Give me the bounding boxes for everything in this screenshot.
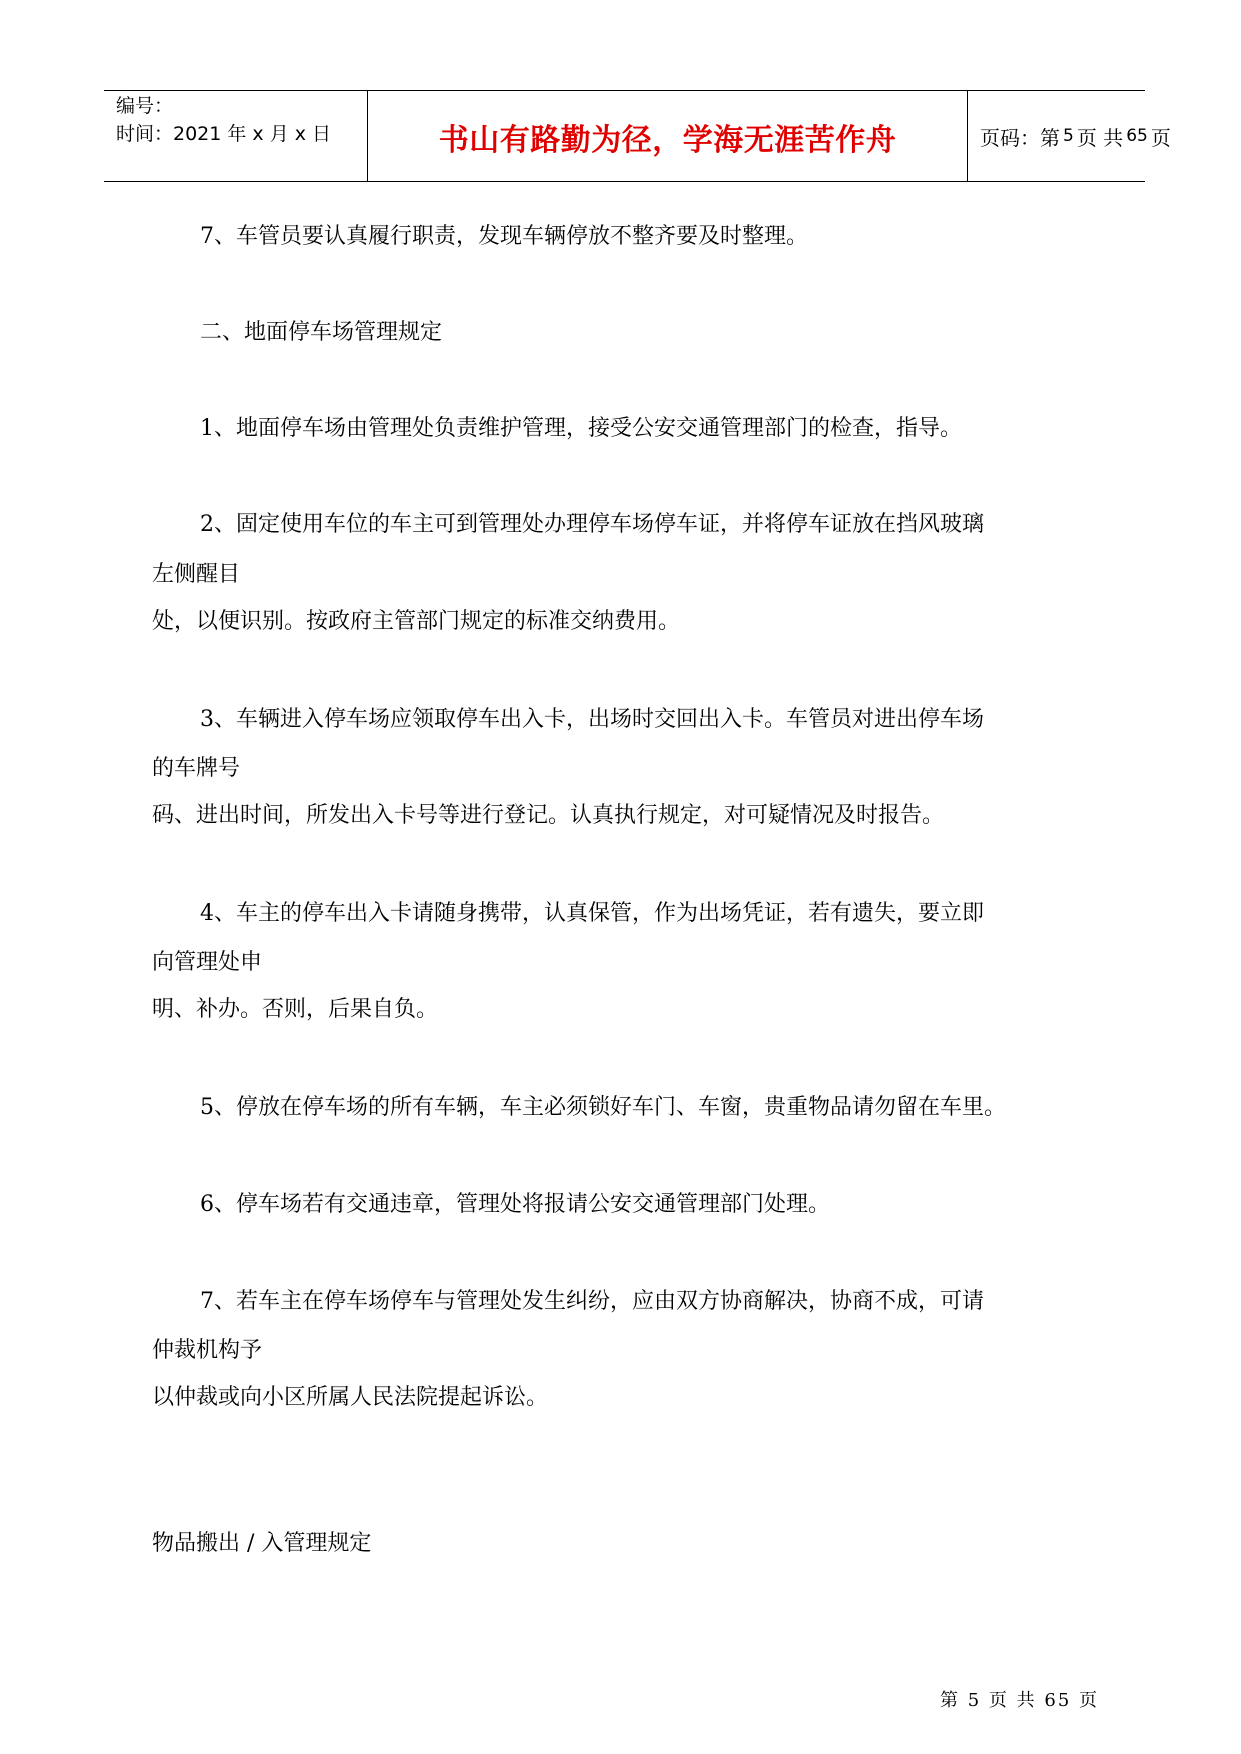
- paragraph-4-line2: 向管理处申: [152, 950, 263, 975]
- section-title: 二、地面停车场管理规定: [200, 320, 443, 345]
- paragraph-3-line1: 3、车辆进入停车场应领取停车出入卡，出场时交回出入卡。车管员对进出停车场: [200, 707, 984, 732]
- paragraph-3-line3: 码、进出时间，所发出入卡号等进行登记。认真执行规定，对可疑情况及时报告。: [152, 803, 945, 828]
- page-total: 65: [1126, 126, 1148, 146]
- page-header: [104, 90, 1171, 182]
- header-page-info: [968, 91, 1171, 181]
- paragraph-4-line3: 明、补办。否则，后果自负。: [152, 997, 439, 1022]
- page-prefix: 页码：第: [980, 125, 1060, 150]
- serial-number-label: 编号：: [116, 95, 174, 117]
- paragraph-6: 6、停车场若有交通违章，管理处将报请公安交通管理部门处理。: [200, 1192, 830, 1217]
- header-motto: 书山有路勤为径，学海无涯苦作舟: [438, 123, 897, 158]
- paragraph-7a: 7、车管员要认真履行职责，发现车辆停放不整齐要及时整理。: [200, 224, 808, 249]
- header-motto-cell: [368, 91, 968, 181]
- paragraph-2-line3: 处，以便识别。按政府主管部门规定的标准交纳费用。: [152, 609, 681, 634]
- time-label: 时间：2021 年 x 月 x 日: [116, 123, 332, 145]
- paragraph-1: 1、地面停车场由管理处负责维护管理，接受公安交通管理部门的检查，指导。: [200, 416, 962, 441]
- header-meta: [104, 91, 368, 181]
- page-suffix: 页: [1150, 125, 1171, 150]
- page-footer: 第 5 页 共 65 页: [940, 1690, 1099, 1711]
- paragraph-2-line1: 2、固定使用车位的车主可到管理处办理停车场停车证，并将停车证放在挡风玻璃: [200, 512, 984, 537]
- paragraph-3-line2: 的车牌号: [152, 756, 241, 781]
- paragraph-4-line1: 4、车主的停车出入卡请随身携带，认真保管，作为出场凭证，若有遗失，要立即: [200, 901, 984, 926]
- paragraph-2-line2: 左侧醒目: [152, 562, 241, 587]
- paragraph-7b-line2: 仲裁机构予: [152, 1338, 263, 1363]
- page-mid: 页 共: [1076, 125, 1124, 150]
- page-number: 5: [1063, 126, 1074, 146]
- paragraph-5: 5、停放在停车场的所有车辆，车主必须锁好车门、车窗，贵重物品请勿留在车里。: [200, 1095, 1006, 1120]
- next-section-title: 物品搬出 / 入管理规定: [152, 1531, 372, 1556]
- paragraph-7b-line1: 7、若车主在停车场停车与管理处发生纠纷，应由双方协商解决，协商不成，可请: [200, 1289, 984, 1314]
- paragraph-7b-line3: 以仲裁或向小区所属人民法院提起诉讼。: [152, 1385, 549, 1410]
